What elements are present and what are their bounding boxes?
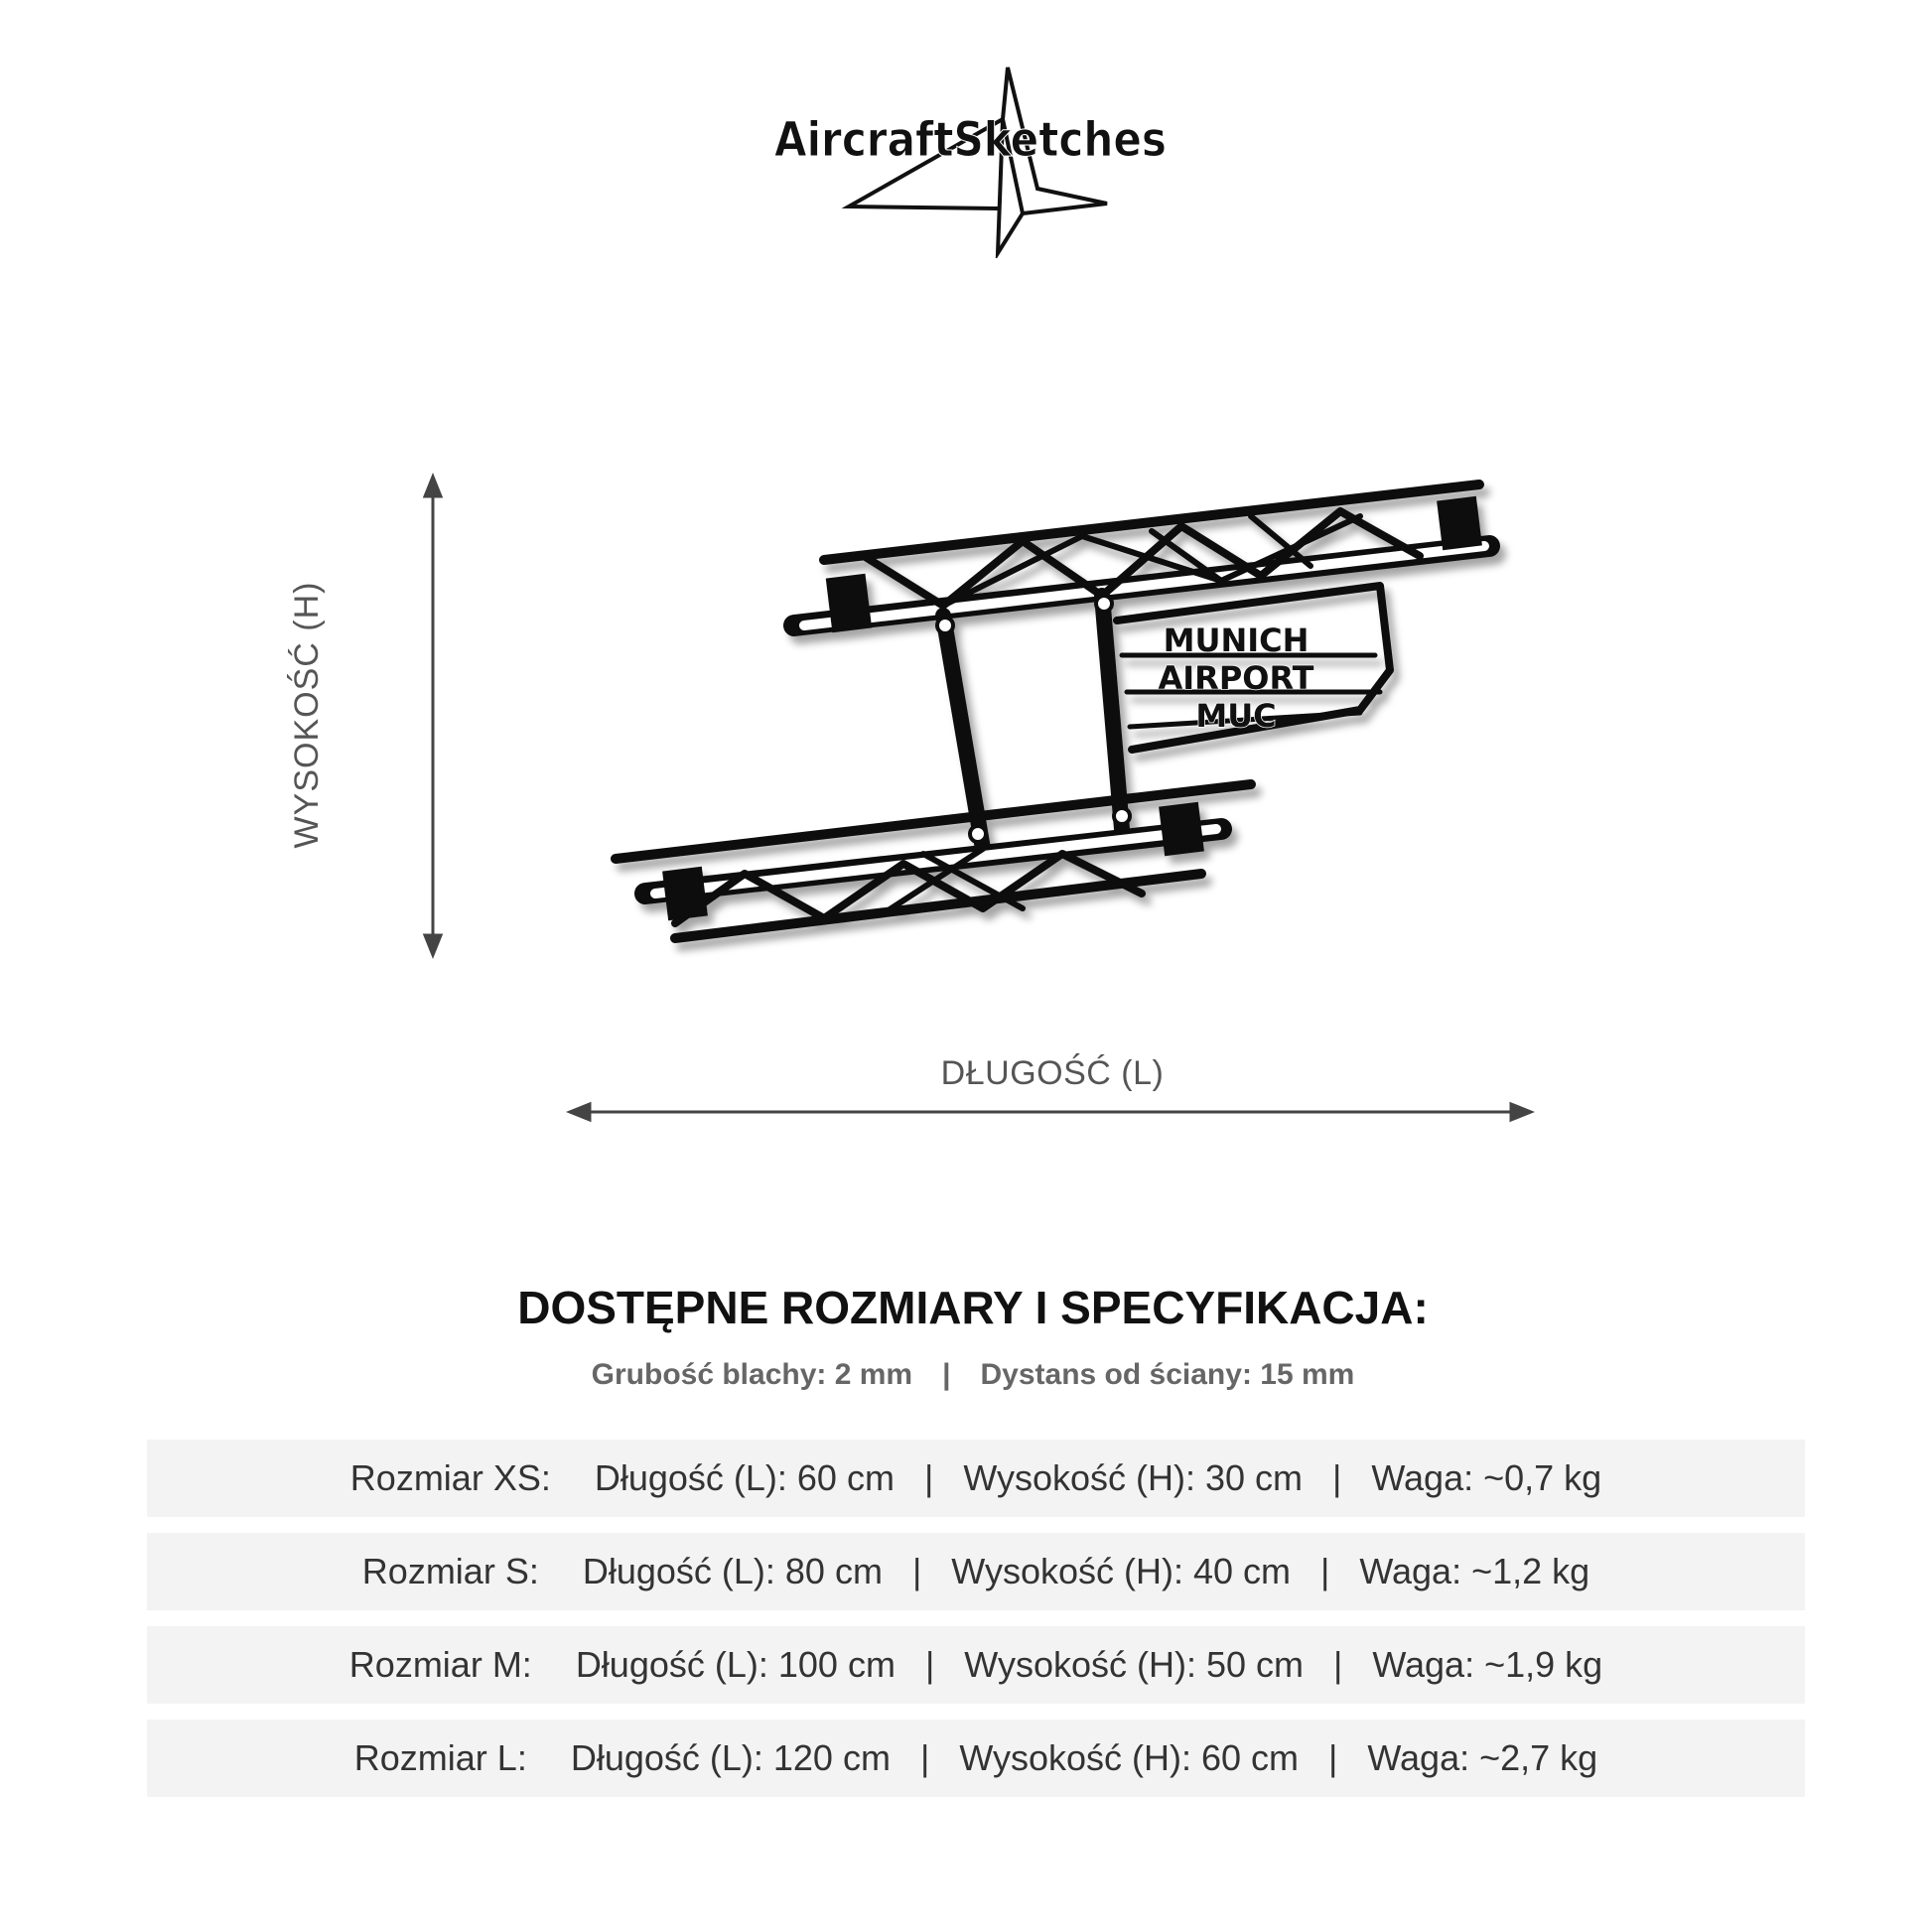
wall-distance: Dystans od ściany: 15 mm bbox=[980, 1358, 1355, 1391]
length-arrow bbox=[570, 1104, 1531, 1120]
sign-line-1: MUNICH bbox=[1163, 621, 1310, 659]
spec-title: DOSTĘPNE ROZMIARY I SPECYFIKACJA: bbox=[517, 1282, 1429, 1333]
brand-name: AircraftSketches bbox=[774, 112, 1167, 168]
size-name: Rozmiar XS: bbox=[349, 1457, 551, 1498]
size-height: Wysokość (H): 30 cm bbox=[963, 1457, 1304, 1498]
separator: | bbox=[942, 1358, 951, 1391]
size-weight: Waga: ~1,9 kg bbox=[1372, 1644, 1603, 1685]
separator: | bbox=[924, 1644, 935, 1685]
separator: | bbox=[1328, 1737, 1338, 1778]
size-table bbox=[147, 1440, 1805, 1813]
height-dimension-label: WYSOKOŚĆ (H) bbox=[288, 581, 326, 849]
size-length: Długość (L): 120 cm bbox=[570, 1737, 891, 1778]
plane-logo-icon bbox=[755, 60, 1191, 258]
size-name: Rozmiar S: bbox=[361, 1551, 539, 1591]
airport-silhouette bbox=[328, 457, 1618, 1132]
size-length: Długość (L): 60 cm bbox=[594, 1457, 895, 1498]
size-name: Rozmiar M: bbox=[348, 1644, 532, 1685]
size-row-xs bbox=[147, 1440, 1805, 1517]
sheet-thickness: Grubość blachy: 2 mm bbox=[591, 1358, 913, 1391]
size-height: Wysokość (H): 40 cm bbox=[951, 1551, 1292, 1591]
length-dimension-label: DŁUGOŚĆ (L) bbox=[940, 1054, 1165, 1092]
sign-line-2: AIRPORT bbox=[1158, 659, 1314, 697]
brand-logo bbox=[755, 60, 1191, 258]
size-row-s bbox=[147, 1533, 1805, 1610]
size-weight: Waga: ~2,7 kg bbox=[1367, 1737, 1598, 1778]
size-row-l bbox=[147, 1720, 1805, 1797]
spec-subtitle bbox=[0, 1358, 1932, 1392]
separator: | bbox=[1332, 1457, 1342, 1498]
size-row-m bbox=[147, 1626, 1805, 1704]
separator: | bbox=[1333, 1644, 1343, 1685]
size-height: Wysokość (H): 60 cm bbox=[959, 1737, 1300, 1778]
separator: | bbox=[1320, 1551, 1330, 1591]
size-weight: Waga: ~0,7 kg bbox=[1371, 1457, 1602, 1498]
size-length: Długość (L): 100 cm bbox=[575, 1644, 896, 1685]
sign-line-3: MUC bbox=[1195, 697, 1277, 735]
size-height: Wysokość (H): 50 cm bbox=[964, 1644, 1305, 1685]
size-weight: Waga: ~1,2 kg bbox=[1359, 1551, 1590, 1591]
product-figure bbox=[328, 457, 1618, 1132]
height-arrow bbox=[425, 477, 441, 955]
separator: | bbox=[911, 1551, 922, 1591]
separator: | bbox=[923, 1457, 934, 1498]
size-name: Rozmiar L: bbox=[353, 1737, 527, 1778]
separator: | bbox=[919, 1737, 930, 1778]
size-length: Długość (L): 80 cm bbox=[582, 1551, 883, 1591]
